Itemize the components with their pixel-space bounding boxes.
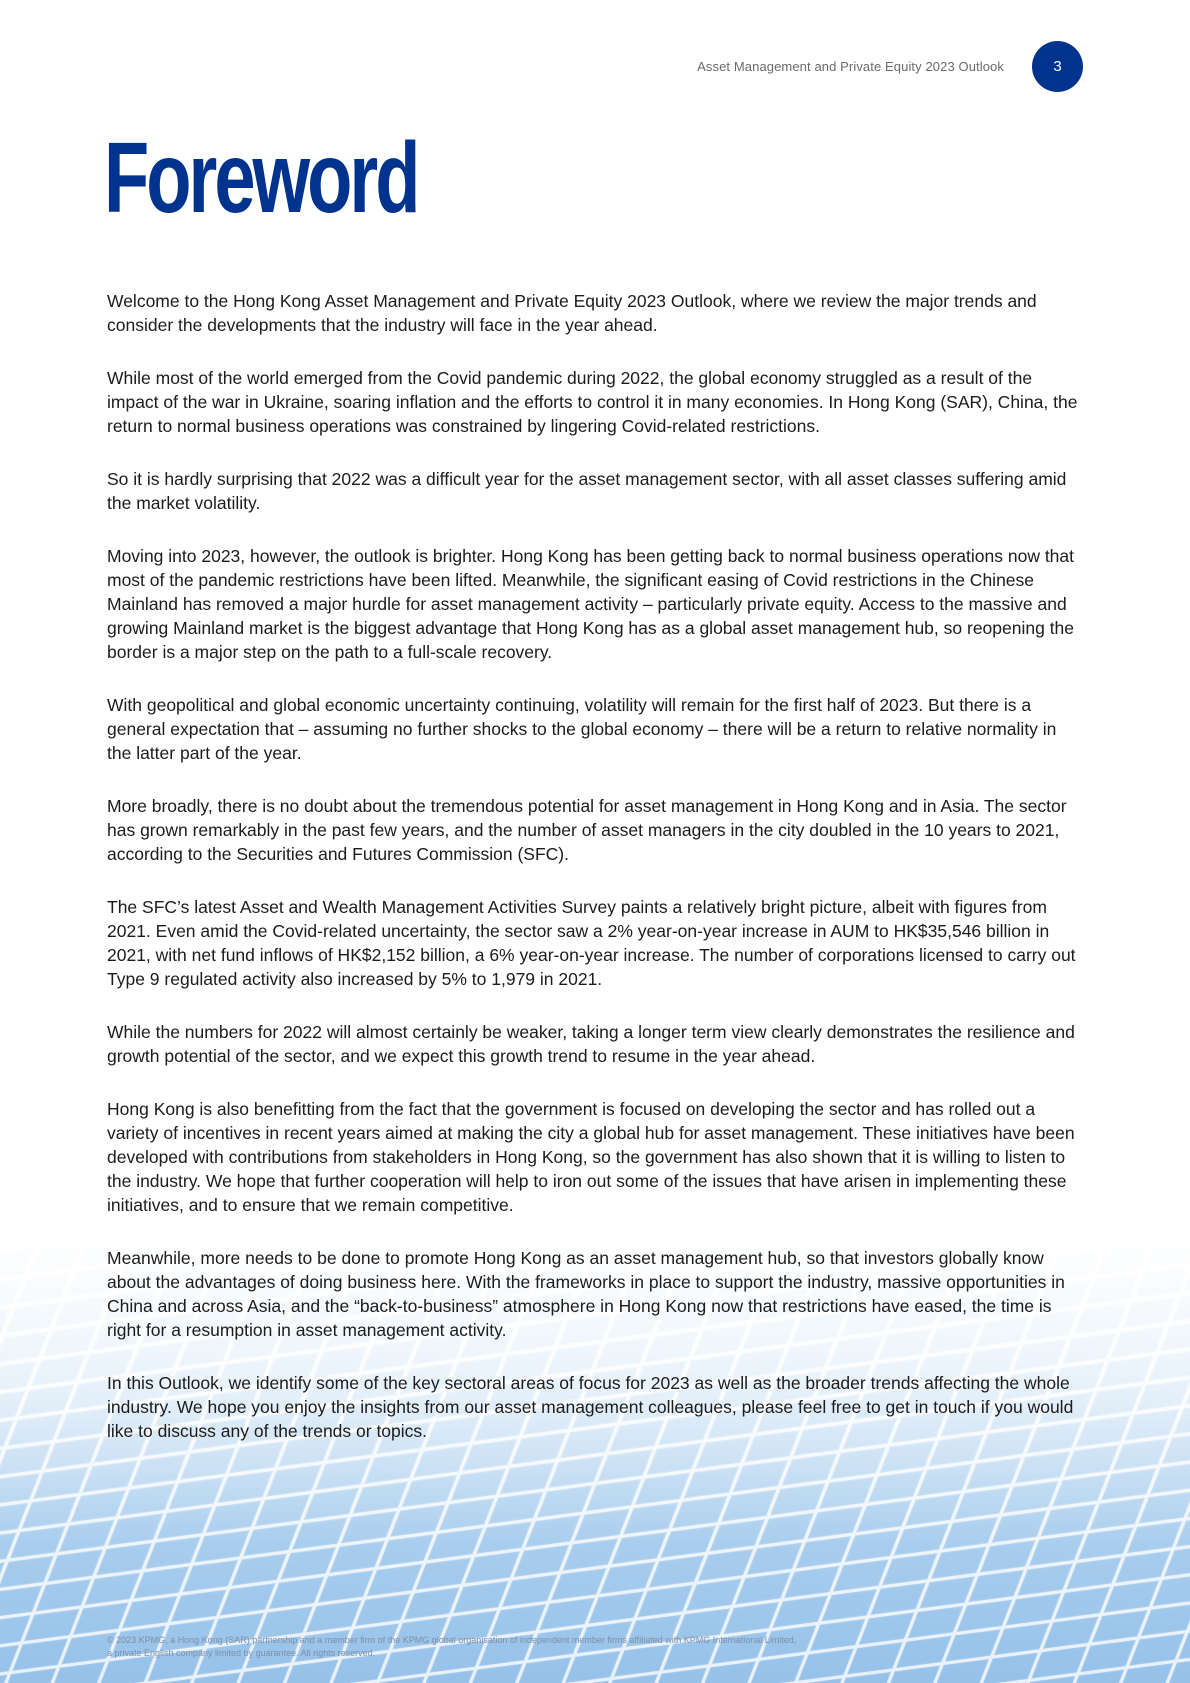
- copyright-line-1: © 2023 KPMG, a Hong Kong (SAR) partnership and a member firm of the KPMG global organisation of independent member firms affiliated with KPMG International Limited,: [107, 1635, 797, 1645]
- paragraph: In this Outlook, we identify some of the key sectoral areas of focus for 2023 as well as the broader trends affecting the whole industry. We hope you enjoy the insights from our asset management colleagues, please feel free to get in touch if you would like to discuss any of the trends or topics.: [107, 1373, 1074, 1441]
- paragraph: Moving into 2023, however, the outlook is brighter. Hong Kong has been getting back to normal business operations now that most of the pandemic restrictions have been lifted. Meanwhile, the significant easing of Covid restrictions in the Chinese Mainland has removed a major hurdle for asset management activity – particularly private equity. Access to the massive and growing Mainland market is the biggest advantage that Hong Kong has as a global asset management hub, so reopening the border is a major step on the path to a full-scale recovery.: [107, 546, 1075, 662]
- copyright-footer: [107, 1634, 796, 1660]
- paragraph: With geopolitical and global economic uncertainty continuing, volatility will remain for the first half of 2023. But there is a general expectation that – assuming no further shocks to the global economy – there will be a return to relative normality in the latter part of the year.: [107, 695, 1057, 763]
- body-text: [107, 289, 1085, 1472]
- paragraph: So it is hardly surprising that 2022 was a difficult year for the asset management sector, with all asset classes suffering amid the market volatility.: [107, 469, 1067, 513]
- page-title: Foreword: [104, 122, 418, 234]
- paragraph: While most of the world emerged from the Covid pandemic during 2022, the global economy struggled as a result of the impact of the war in Ukraine, soaring inflation and the efforts to control it in many economies. In Hong Kong (SAR), China, the return to normal business operations was constrained by lingering Covid-related restrictions.: [107, 368, 1078, 436]
- paragraph: Meanwhile, more needs to be done to promote Hong Kong as an asset management hub, so that investors globally know about the advantages of doing business here. With the frameworks in place to support the industry, massive opportunities in China and across Asia, and the “back-to-business” atmosphere in Hong Kong now that restrictions have eased, the time is right for a resumption in asset management activity.: [107, 1248, 1065, 1340]
- paragraph: Welcome to the Hong Kong Asset Management and Private Equity 2023 Outlook, where we review the major trends and consider the developments that the industry will face in the year ahead.: [107, 291, 1037, 335]
- running-header-title: Asset Management and Private Equity 2023 Outlook: [697, 58, 1004, 74]
- paragraph: The SFC’s latest Asset and Wealth Management Activities Survey paints a relatively bright picture, albeit with figures from 2021. Even amid the Covid-related uncertainty, the sector saw a 2% year-on-year increase in AUM to HK$35,546 billion in 2021, with net fund inflows of HK$2,152 billion, a 6% year-on-year increase. The number of corporations licensed to carry out Type 9 regulated activity also increased by 5% to 1,979 in 2021.: [107, 897, 1076, 989]
- copyright-line-2: a private English company limited by guarantee. All rights reserved.: [107, 1648, 376, 1658]
- paragraph: Hong Kong is also benefitting from the fact that the government is focused on developing the sector and has rolled out a variety of incentives in recent years aimed at making the city a global hub for asset management. These initiatives have been developed with contributions from stakeholders in Hong Kong, so the government has also shown that it is willing to listen to the industry. We hope that further cooperation will help to iron out some of the issues that have arisen in implementing these initiatives, and to ensure that we remain competitive.: [107, 1099, 1075, 1215]
- page-header: [697, 40, 1083, 92]
- paragraph: While the numbers for 2022 will almost certainly be weaker, taking a longer term view clearly demonstrates the resilience and growth potential of the sector, and we expect this growth trend to resume in the year ahead.: [107, 1022, 1075, 1066]
- paragraph: More broadly, there is no doubt about the tremendous potential for asset management in Hong Kong and in Asia. The sector has grown remarkably in the past few years, and the number of asset managers in the city doubled in the 10 years to 2021, according to the Securities and Futures Commission (SFC).: [107, 796, 1067, 864]
- page-number-badge: 3: [1032, 41, 1083, 92]
